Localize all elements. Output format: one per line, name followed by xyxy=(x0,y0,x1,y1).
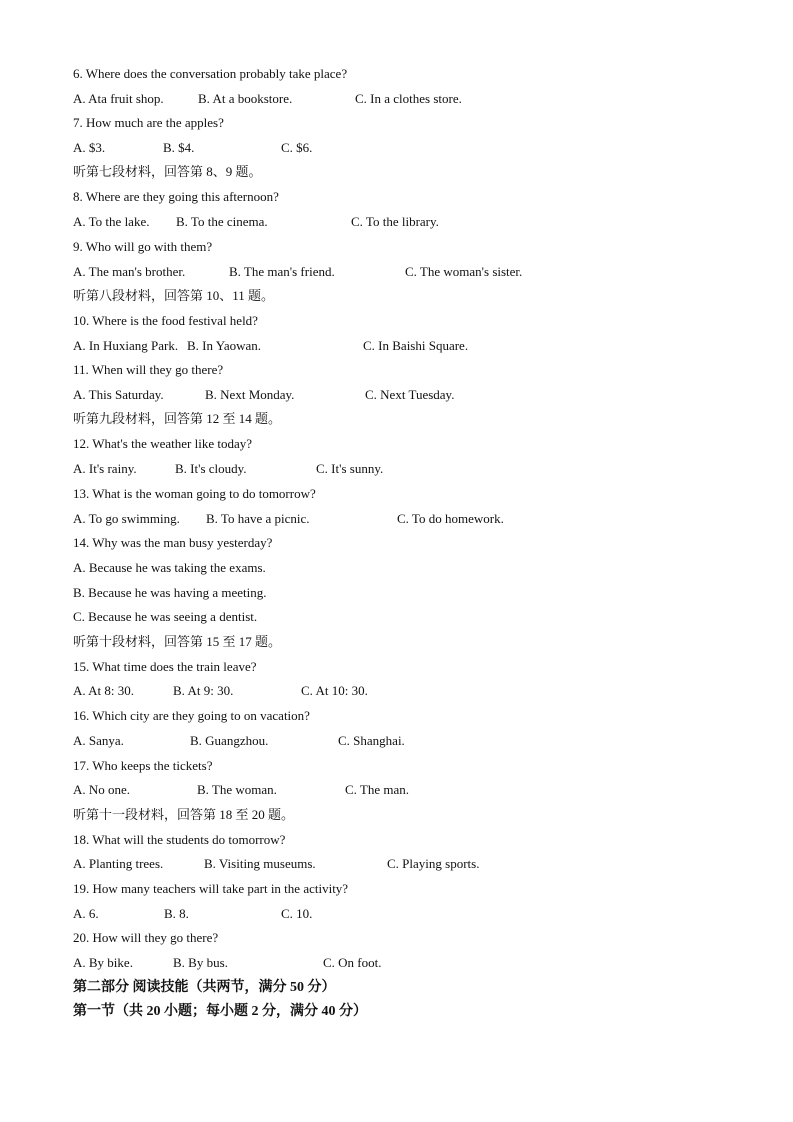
answer-option-c: C. Next Tuesday. xyxy=(365,387,455,402)
answer-option-a: A. The man's brother. xyxy=(73,264,186,279)
question-text: 听第九段材料，回答第 12 至 14 题。 xyxy=(73,411,282,426)
answer-option-b: B. To have a picnic. xyxy=(206,511,310,526)
question-text: 19. How many teachers will take part in the activity? xyxy=(73,881,349,896)
answer-options-row xyxy=(73,387,753,403)
answer-option-c: C. Shanghai. xyxy=(338,733,405,748)
question-text: B. Because he was having a meeting. xyxy=(73,585,267,600)
question-text: C. Because he was seeing a dentist. xyxy=(73,609,258,624)
answer-option-a: A. By bike. xyxy=(73,955,133,970)
answer-option-b: B. To the cinema. xyxy=(176,214,268,229)
answer-options-row xyxy=(73,955,753,971)
answer-option-c: C. In Baishi Square. xyxy=(363,338,469,353)
answer-option-c: C. The woman's sister. xyxy=(405,264,523,279)
answer-option-b: B. Guangzhou. xyxy=(190,733,269,748)
answer-option-b: B. The man's friend. xyxy=(229,264,335,279)
question-text: 11. When will they go there? xyxy=(73,362,224,377)
question-text: 14. Why was the man busy yesterday? xyxy=(73,535,273,550)
answer-options-row xyxy=(73,264,753,280)
answer-option-c: C. It's sunny. xyxy=(316,461,384,476)
question-text: A. Because he was taking the exams. xyxy=(73,560,266,575)
section-heading: 第一节（共 20 小题；每小题 2 分，满分 40 分） xyxy=(73,1004,367,1019)
question-text: 7. How much are the apples? xyxy=(73,115,224,130)
answer-option-b: B. In Yaowan. xyxy=(187,338,262,353)
answer-options-row xyxy=(73,91,753,107)
answer-option-b: B. Visiting museums. xyxy=(204,856,316,871)
answer-option-b: B. Next Monday. xyxy=(205,387,295,402)
answer-options-row xyxy=(73,338,753,354)
answer-option-b: B. The woman. xyxy=(197,782,277,797)
answer-option-c: C. To the library. xyxy=(351,214,439,229)
question-text: 听第八段材料，回答第 10、11 题。 xyxy=(73,288,275,303)
answer-option-a: A. At 8: 30. xyxy=(73,683,135,698)
answer-option-a: A. This Saturday. xyxy=(73,387,164,402)
answer-option-b: B. At a bookstore. xyxy=(198,91,293,106)
answer-option-b: B. $4. xyxy=(163,140,195,155)
question-text: 8. Where are they going this afternoon? xyxy=(73,189,279,204)
question-text: 6. Where does the conversation probably take place? xyxy=(73,66,348,81)
answer-option-b: B. By bus. xyxy=(173,955,228,970)
question-text: 12. What's the weather like today? xyxy=(73,436,252,451)
answer-option-a: A. To the lake. xyxy=(73,214,150,229)
answer-option-a: A. 6. xyxy=(73,906,99,921)
answer-option-b: B. 8. xyxy=(164,906,189,921)
answer-options-row xyxy=(73,906,753,922)
question-text: 9. Who will go with them? xyxy=(73,239,213,254)
answer-options-row xyxy=(73,683,753,699)
answer-option-c: C. At 10: 30. xyxy=(301,683,368,698)
question-text: 听第七段材料，回答第 8、9 题。 xyxy=(73,164,262,179)
answer-option-c: C. The man. xyxy=(345,782,410,797)
answer-option-c: C. In a clothes store. xyxy=(355,91,462,106)
answer-option-a: A. Ata fruit shop. xyxy=(73,91,164,106)
answer-option-a: A. It's rainy. xyxy=(73,461,137,476)
question-text: 10. Where is the food festival held? xyxy=(73,313,258,328)
answer-options-row xyxy=(73,733,753,749)
answer-option-a: A. Sanya. xyxy=(73,733,124,748)
section-heading: 第二部分 阅读技能（共两节，满分 50 分） xyxy=(73,980,336,995)
answer-options-row xyxy=(73,461,753,477)
question-text: 听第十一段材料，回答第 18 至 20 题。 xyxy=(73,807,295,822)
answer-options-row xyxy=(73,511,753,527)
answer-options-row xyxy=(73,214,753,230)
answer-options-row xyxy=(73,140,753,156)
answer-option-a: A. Planting trees. xyxy=(73,856,164,871)
answer-option-c: C. $6. xyxy=(281,140,313,155)
answer-option-c: C. 10. xyxy=(281,906,313,921)
question-text: 13. What is the woman going to do tomorrow? xyxy=(73,486,316,501)
answer-option-b: B. At 9: 30. xyxy=(173,683,234,698)
answer-option-c: C. To do homework. xyxy=(397,511,504,526)
question-text: 17. Who keeps the tickets? xyxy=(73,758,213,773)
question-text: 听第十段材料，回答第 15 至 17 题。 xyxy=(73,634,282,649)
answer-option-c: C. Playing sports. xyxy=(387,856,480,871)
question-text: 20. How will they go there? xyxy=(73,930,219,945)
answer-option-a: A. In Huxiang Park. xyxy=(73,338,179,353)
answer-option-a: A. No one. xyxy=(73,782,131,797)
question-text: 15. What time does the train leave? xyxy=(73,659,257,674)
answer-option-c: C. On foot. xyxy=(323,955,382,970)
answer-option-b: B. It's cloudy. xyxy=(175,461,247,476)
question-text: 18. What will the students do tomorrow? xyxy=(73,832,286,847)
answer-options-row xyxy=(73,782,753,798)
question-text: 16. Which city are they going to on vacation? xyxy=(73,708,310,723)
answer-option-a: A. $3. xyxy=(73,140,106,155)
answer-option-a: A. To go swimming. xyxy=(73,511,180,526)
answer-options-row xyxy=(73,856,753,872)
